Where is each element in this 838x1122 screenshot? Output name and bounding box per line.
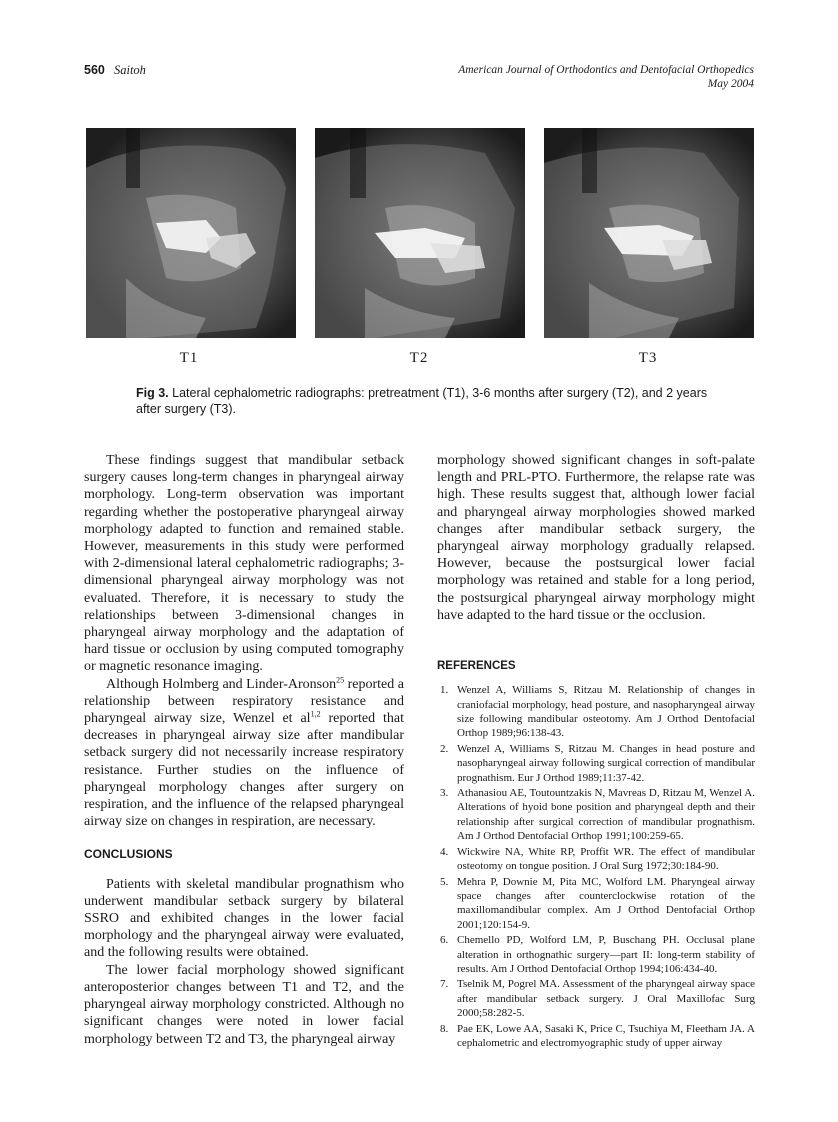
radiograph-t3 [544,128,754,338]
reference-item: 3. Athanasiou AE, Toutountzakis N, Mavreas D, Ritzau M, Wenzel A. Alterations of hyoid bone position and pharyngeal depth and their relationship after surgical correction of mandibular prognathism. Am J Orthod Dentofacial Orthop 1991;100:259-65. [440,787,755,843]
issue-date: May 2004 [707,78,754,90]
running-header-left [84,63,146,78]
reference-item: 4. Wickwire NA, White RP, Proffit WR. The effect of mandibular osteotomy on tongue position. J Oral Surg 1972;30:184-90. [440,845,755,873]
figure-caption [136,385,716,417]
section-heading-conclusions: CONCLUSIONS [84,847,173,862]
page-number: 560 [84,63,105,77]
reference-list [437,683,755,1050]
figure-label-t1: T1 [179,350,199,366]
figure-label-t2: T2 [409,350,429,366]
caption-label: Fig 3. [136,386,169,400]
radiograph-t2 [315,128,525,338]
paragraph: These findings suggest that mandibular setback surgery causes long-term changes in pharyngeal airway morphology. Long-term observation was important regarding whether the postoperative pharyngeal airway morphology adapted to function and remained stable. However, measurements in this study were performed with 2-dimensional lateral cephalometric radiographs; 3-dimensional pharyngeal airway morphology was not evaluated. Therefore, it is necessary to study the relationships between 3-dimensional changes in pharyngeal airway morphology and the adaptation of hard tissue or occlusion by using computed tomography or magnetic resonance imaging. [84,453,404,675]
figure-label-t3: T3 [638,350,658,366]
reference-item: 5. Mehra P, Downie M, Pita MC, Wolford LM. Pharyngeal airway space changes after counterclockwise rotation of the maxillomandibular complex. Am J Orthod Dentofacial Orthop 2001;120:154-9. [440,875,755,931]
paragraph: The lower facial morphology showed significant anteroposterior changes between T1 and T2, and the pharyngeal airway morphology constricted. Although no significant changes were noted in lower facial morphology between T2 and T3, the pharyngeal airway [84,962,404,1047]
paragraph: morphology showed significant changes in soft-palate length and PRL-PTO. Furthermore, the relapse rate was high. These results suggest that, although lower facial and pharyngeal airway morphologies showed marked changes after mandibular setback surgery, the pharyngeal airway morphology gradually relapsed. However, because the postsurgical lower facial morphology was retained and stable for a long period, the postsurgical pharyngeal airway morphology might have adapted to the hard tissue or the occlusion. [437,453,755,623]
reference-item: 2. Wenzel A, Williams S, Ritzau M. Changes in head posture and nasopharyngeal airway following surgical correction of mandibular prognathism. Eur J Orthod 1989;11:37-42. [440,742,755,784]
section-heading-references: REFERENCES [437,660,516,673]
radiograph-t1 [86,128,296,338]
reference-item: 8. Pae EK, Lowe AA, Sasaki K, Price C, Tsuchiya M, Fleetham JA. A cephalometric and electromyographic study of upper airway [440,1022,755,1049]
caption-text: Lateral cephalometric radiographs: pretreatment (T1), 3-6 months after surgery (T2), and 2 years after surgery (T3). [136,386,708,416]
running-author: Saitoh [113,63,146,77]
reference-item: 1. Wenzel A, Williams S, Ritzau M. Relationship of changes in craniofacial morphology, head posture, and nasopharyngeal airway size following mandibular osteotomy. Am J Orthod Dentofacial Orthop 1989;96:138-43. [440,684,755,740]
paragraph: Patients with skeletal mandibular prognathism who underwent mandibular setback surgery by bilateral SSRO and exhibited changes in the lower facial morphology and the pharyngeal airway were evaluated, and the following results were obtained. [84,876,404,961]
running-header-right [458,63,754,91]
reference-item: 7. Tselnik M, Pogrel MA. Assessment of the pharyngeal airway space after mandibular setback surgery. J Oral Maxillofac Surg 2000;58:282-5. [440,978,755,1020]
paragraph: Although Holmberg and Linder-Aronson$^{25}$ reported a relationship between respiratory resistance and pharyngeal airway size, Wenzel et al$^{1,2}$ reported that decreases in pharyngeal airway size after mandibular setback surgery did not necessarily increase respiratory resistance. Further studies on the influence of pharyngeal morphology changes after surgery on respiration, and the influence of the relapsed pharyngeal airway size on changes in respiration, are necessary. [84,674,404,830]
journal-title: American Journal of Orthodontics and Dentofacial Orthopedics [458,64,754,76]
right-column [437,452,755,1051]
left-column [84,452,404,1048]
reference-item: 6. Chemello PD, Wolford LM, P, Buschang PH. Occlusal plane alteration in orthognathic surgery—part II: long-term stability of results. Am J Orthod Dentofacial Orthop 1994;106:434-40. [440,934,755,975]
